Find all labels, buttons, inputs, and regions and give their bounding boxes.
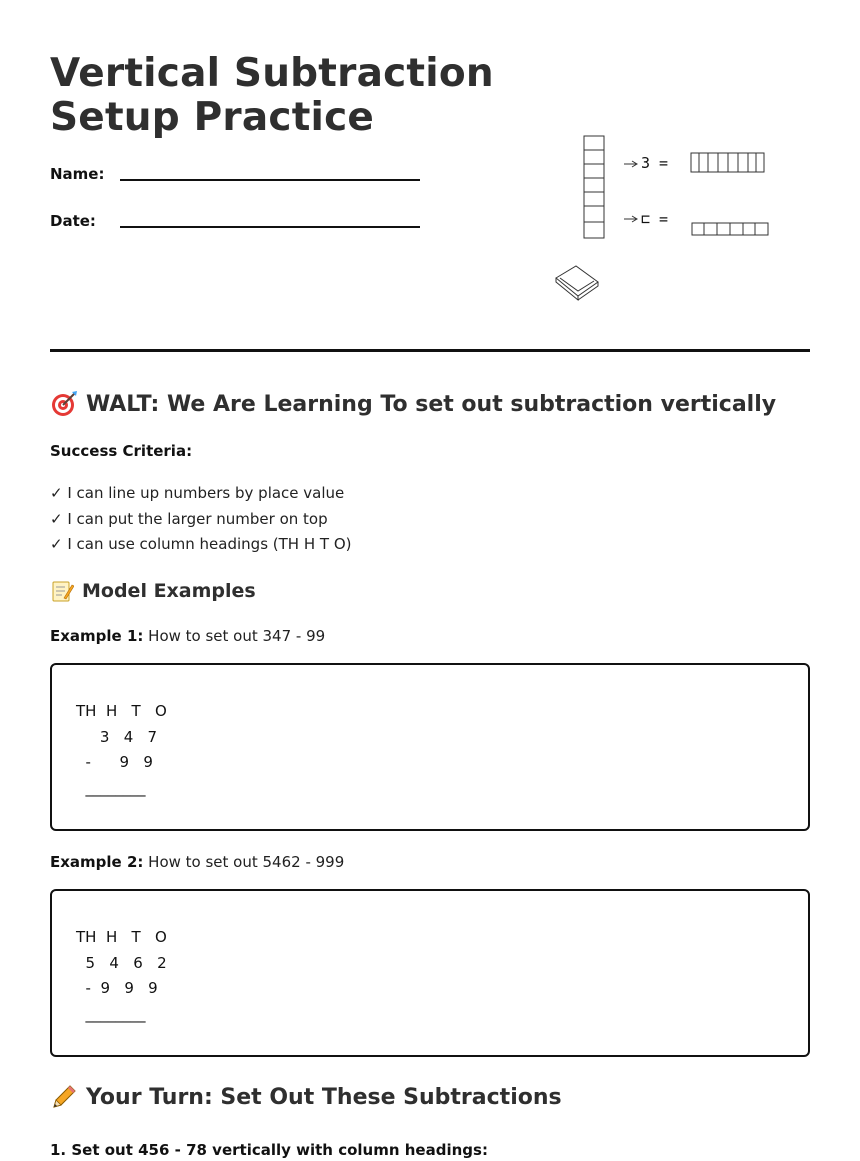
place-value-illustration bbox=[548, 132, 788, 312]
model-examples-heading bbox=[50, 579, 256, 603]
success-criteria-label: Success Criteria: bbox=[50, 442, 193, 460]
example-2-caption bbox=[50, 853, 344, 871]
example-2-subtrahend: - 9 9 9 bbox=[76, 979, 158, 997]
example-2-label: Example 2: bbox=[50, 853, 144, 871]
illustration-row1-text: 3 = bbox=[641, 154, 669, 172]
example-1-caption bbox=[50, 627, 325, 645]
question-1: 1. Set out 456 - 78 vertically with column headings: bbox=[50, 1141, 488, 1159]
example-1-box bbox=[50, 663, 810, 831]
target-icon bbox=[50, 390, 78, 418]
example-1-text: How to set out 347 - 99 bbox=[148, 627, 326, 645]
example-1-answer-line: ________ bbox=[76, 779, 146, 797]
title-line-1: Vertical Subtraction bbox=[50, 51, 494, 96]
page-title bbox=[50, 52, 494, 140]
your-turn-heading-text: Your Turn: Set Out These Subtractions bbox=[86, 1084, 562, 1110]
example-2-headings: TH H T O bbox=[76, 928, 167, 946]
illustration-row2-text: ⊏ = bbox=[641, 210, 669, 228]
pencil-icon bbox=[50, 1083, 78, 1111]
criteria-item: ✓ I can use column headings (TH H T O) bbox=[50, 535, 352, 553]
name-label: Name: bbox=[50, 165, 105, 183]
walt-heading-text: WALT: We Are Learning To set out subtraction vertically bbox=[86, 391, 777, 417]
example-1-label: Example 1: bbox=[50, 627, 144, 645]
example-2-minuend: 5 4 6 2 bbox=[76, 954, 167, 972]
criteria-item: ✓ I can line up numbers by place value bbox=[50, 484, 345, 502]
example-1-subtrahend: - 9 9 bbox=[76, 753, 153, 771]
criteria-item: ✓ I can put the larger number on top bbox=[50, 509, 328, 528]
example-2-answer-line: ________ bbox=[76, 1005, 146, 1023]
header-divider bbox=[50, 349, 810, 352]
memo-icon bbox=[50, 579, 74, 603]
example-1-minuend: 3 4 7 bbox=[76, 728, 158, 746]
name-field[interactable] bbox=[50, 165, 104, 183]
title-line-2: Setup Practice bbox=[50, 95, 375, 140]
date-field[interactable] bbox=[50, 212, 96, 230]
your-turn-heading bbox=[50, 1083, 562, 1111]
example-1-headings: TH H T O bbox=[76, 702, 167, 720]
date-line[interactable] bbox=[120, 224, 420, 228]
example-2-text: How to set out 5462 - 999 bbox=[148, 853, 345, 871]
success-criteria-list bbox=[50, 481, 351, 558]
model-examples-heading-text: Model Examples bbox=[82, 580, 256, 602]
name-line[interactable] bbox=[120, 177, 420, 181]
example-2-box bbox=[50, 889, 810, 1057]
date-label: Date: bbox=[50, 212, 96, 230]
walt-heading bbox=[50, 390, 776, 418]
